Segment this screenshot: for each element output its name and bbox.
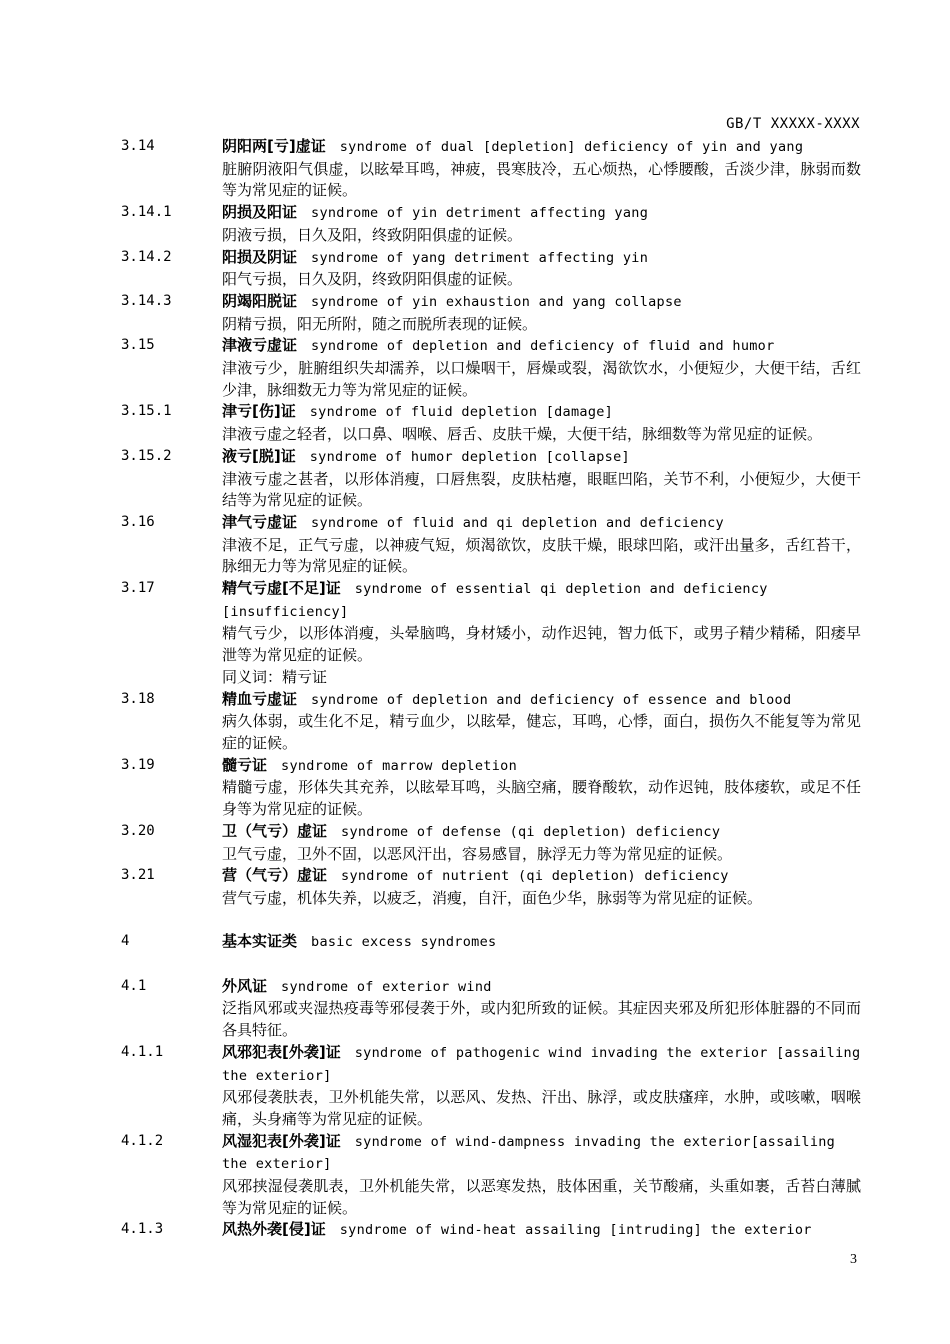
chinese-term: 精血亏虚证	[222, 689, 298, 708]
english-term: syndrome of wind-dampness invading the exterior[assailing the exterior]	[222, 1133, 836, 1173]
term-entry	[121, 821, 861, 865]
term-line	[222, 755, 861, 778]
entry-number: 4.1.3	[121, 1221, 164, 1238]
section-spacer	[121, 910, 861, 932]
entry-content	[222, 865, 861, 909]
entry-content	[222, 755, 861, 821]
entry-number: 3.14	[121, 138, 155, 154]
term-line	[222, 247, 861, 270]
term-entry	[121, 291, 861, 335]
definition: 津液亏虚之轻者，以口鼻、咽喉、唇舌、皮肤干燥，大便干结，脉细数等为常见症的证候。	[222, 425, 823, 444]
entry-content	[222, 291, 861, 335]
chinese-term: 风湿犯表[外袭]证	[222, 1131, 341, 1150]
synonym-note: 同义词：精亏证	[222, 667, 328, 686]
term-line	[222, 1131, 861, 1176]
term-entry	[121, 136, 861, 202]
term-entry	[121, 335, 861, 401]
chinese-term: 外风证	[222, 976, 268, 995]
term-entry	[121, 755, 861, 821]
definition: 风邪侵袭肤表，卫外机能失常，以恶风、发热、汗出、脉浮，或皮肤瘙痒，水肿，或咳嗽，咽喉痛，头身痛等为常见症的证候。	[222, 1088, 861, 1128]
entry-number: 3.14.2	[121, 248, 172, 265]
term-entry	[121, 865, 861, 909]
english-term: syndrome of nutrient (qi depletion) deficiency	[341, 868, 729, 885]
chinese-term: 津亏[伤]证	[222, 402, 296, 421]
term-line	[222, 689, 861, 712]
standard-code-header: GB/T XXXXX-XXXX	[726, 116, 860, 132]
term-line	[222, 1219, 861, 1242]
entry-number: 3.15.1	[121, 403, 172, 420]
english-term: syndrome of fluid and qi depletion and deficiency	[311, 514, 724, 531]
chinese-term: 液亏[脱]证	[222, 446, 296, 465]
definition: 风邪挟湿侵袭肌表，卫外机能失常，以恶寒发热，肢体困重，关节酸痛，头重如裹，舌苔白薄腻等为常见症的证候。	[222, 1177, 861, 1217]
entry-content	[222, 578, 861, 689]
english-term: syndrome of pathogenic wind invading the exterior [assailing the exterior]	[222, 1044, 861, 1084]
chinese-term: 营（气亏）虚证	[222, 866, 328, 885]
term-entry	[121, 578, 861, 689]
chinese-term: 津气亏虚证	[222, 512, 298, 531]
entry-number: 3.14.3	[121, 292, 172, 309]
entry-content	[222, 1131, 861, 1220]
chinese-term: 风邪犯表[外袭]证	[222, 1042, 341, 1061]
term-entry	[121, 1219, 861, 1242]
entry-content	[222, 136, 861, 202]
entry-number: 4.1	[121, 977, 147, 994]
chinese-term: 津液亏虚证	[222, 336, 298, 355]
chinese-term: 髓亏证	[222, 755, 268, 774]
term-line	[222, 931, 861, 954]
english-term: syndrome of defense (qi depletion) deficiency	[341, 823, 721, 840]
entry-list	[121, 136, 861, 1242]
entry-number: 3.17	[121, 580, 155, 597]
definition: 阳气亏损，日久及阴，终致阴阳俱虚的证候。	[222, 270, 523, 289]
term-line	[222, 821, 861, 844]
english-term: syndrome of essential qi depletion and deficiency [insufficiency]	[222, 581, 768, 620]
entry-content	[222, 512, 861, 578]
entry-number: 3.21	[121, 867, 155, 884]
term-entry	[121, 401, 861, 445]
entry-number: 3.16	[121, 513, 155, 530]
chinese-term: 阴损及阳证	[222, 203, 298, 222]
definition: 阴精亏损，阳无所附，随之而脱所表现的证候。	[222, 314, 538, 333]
entry-content	[222, 976, 861, 1042]
term-entry	[121, 512, 861, 578]
chinese-term: 阴竭阳脱证	[222, 291, 298, 310]
english-term: syndrome of depletion and deficiency of essence and blood	[311, 691, 792, 708]
entry-content	[222, 401, 861, 445]
chinese-term: 精气亏虚[不足]证	[222, 579, 341, 598]
english-term: syndrome of yin exhaustion and yang collapse	[311, 293, 682, 310]
entry-number: 3.15.2	[121, 447, 172, 464]
definition: 病久体弱，或生化不足，精亏血少，以眩晕，健忘，耳鸣，心悸，面白，损伤久不能复等为常见症的证候。	[222, 712, 861, 752]
term-entry	[121, 202, 861, 246]
entry-number: 4.1.1	[121, 1043, 164, 1060]
english-term: syndrome of wind-heat assailing [intruding] the exterior	[339, 1222, 812, 1239]
entry-content	[222, 1219, 861, 1242]
english-term: syndrome of yin detriment affecting yang	[311, 205, 649, 222]
definition: 津液亏少，脏腑组织失却濡养，以口燥咽干，唇燥或裂，渴欲饮水，小便短少，大便干结，舌红少津，脉细数无力等为常见症的证候。	[222, 359, 861, 399]
definition: 阴液亏损，日久及阳，终致阴阳俱虚的证候。	[222, 225, 523, 244]
term-line	[222, 401, 861, 424]
english-term: syndrome of yang detriment affecting yin	[311, 249, 649, 266]
english-term: syndrome of fluid depletion [damage]	[309, 404, 614, 421]
entry-content	[222, 247, 861, 291]
entry-content	[222, 1042, 861, 1131]
definition: 泛指风邪或夹湿热疫毒等邪侵袭于外，或内犯所致的证候。其症因夹邪及所犯形体脏器的不同而各具特征。	[222, 999, 861, 1040]
entry-content	[222, 202, 861, 246]
term-line	[222, 865, 861, 888]
entry-content	[222, 931, 861, 954]
definition: 津液亏虚之甚者，以形体消瘦，口唇焦裂，皮肤枯瘪，眼眶凹陷，关节不利，小便短少，大便干结等为常见症的证候。	[222, 469, 861, 510]
entry-number: 3.14.1	[121, 204, 172, 221]
term-line	[222, 578, 861, 623]
entry-number: 3.20	[121, 822, 155, 839]
term-line	[222, 136, 861, 159]
english-term: syndrome of exterior wind	[281, 978, 492, 995]
term-line	[222, 512, 861, 535]
term-entry	[121, 689, 861, 755]
entry-content	[222, 335, 861, 401]
term-line	[222, 202, 861, 225]
definition: 精气亏少，以形体消瘦，头晕脑鸣，身材矮小，动作迟钝，智力低下，或男子精少精稀，阳痿早泄等为常见症的证候。	[222, 624, 861, 665]
page-number: 3	[850, 1252, 857, 1267]
chinese-term: 基本实证类	[222, 932, 298, 951]
entry-content	[222, 689, 861, 755]
chinese-term: 卫（气亏）虚证	[222, 821, 328, 840]
english-term: syndrome of depletion and deficiency of fluid and humor	[311, 338, 775, 355]
entry-number: 4	[121, 933, 130, 950]
definition: 津液不足，正气亏虚，以神疲气短，烦渴欲饮，皮肤干燥，眼球凹陷，或汗出量多，舌红苔干，脉细无力等为常见症的证候。	[222, 535, 861, 576]
entry-number: 3.19	[121, 756, 155, 773]
term-entry	[121, 1042, 861, 1131]
english-term: syndrome of dual [depletion] deficiency of yin and yang	[339, 139, 804, 155]
term-entry	[121, 931, 861, 954]
term-entry	[121, 976, 861, 1042]
english-term: syndrome of humor depletion [collapse]	[309, 448, 630, 465]
entry-number: 3.15	[121, 337, 155, 354]
chinese-term: 风热外袭[侵]证	[222, 1220, 326, 1239]
entry-number: 4.1.2	[121, 1132, 164, 1149]
term-line	[222, 335, 861, 358]
term-entry	[121, 446, 861, 512]
definition: 精髓亏虚，形体失其充养，以眩晕耳鸣，头脑空痛，腰脊酸软，动作迟钝，肢体痿软，或足不任身等为常见症的证候。	[222, 778, 861, 819]
section-spacer	[121, 954, 861, 976]
term-line	[222, 976, 861, 999]
term-line	[222, 446, 861, 469]
chinese-term: 阳损及阴证	[222, 247, 298, 266]
definition: 营气亏虚，机体失养，以疲乏，消瘦，自汗，面色少华，脉弱等为常见症的证候。	[222, 888, 763, 907]
entry-content	[222, 446, 861, 512]
term-entry	[121, 247, 861, 291]
english-term: basic excess syndromes	[311, 934, 497, 951]
entry-number: 3.18	[121, 690, 155, 707]
definition: 脏腑阴液阳气俱虚，以眩晕耳鸣，神疲，畏寒肢冷，五心烦热，心悸腰酸，舌淡少津，脉弱而数等为常见症的证候。	[222, 159, 861, 200]
entry-content	[222, 821, 861, 865]
english-term: syndrome of marrow depletion	[281, 757, 517, 774]
term-entry	[121, 1131, 861, 1220]
definition: 卫气亏虚，卫外不固，以恶风汗出，容易感冒，脉浮无力等为常见症的证候。	[222, 844, 733, 863]
term-line	[222, 1042, 861, 1087]
chinese-term: 阴阳两[亏]虚证	[222, 137, 326, 155]
term-line	[222, 291, 861, 314]
